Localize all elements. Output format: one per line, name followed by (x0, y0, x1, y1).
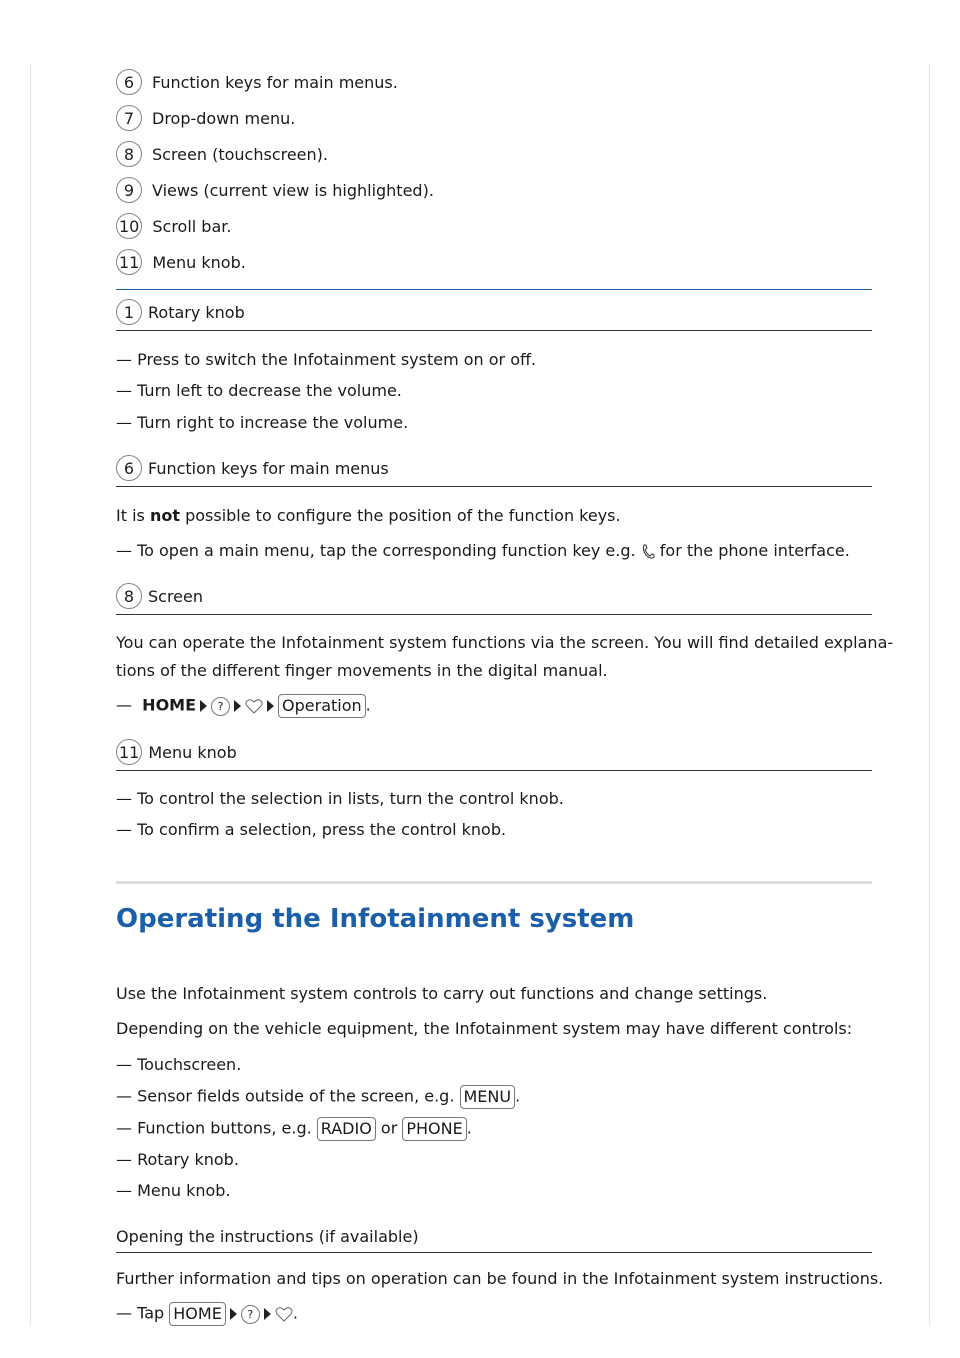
bullet-item: — Turn right to increase the volume. (116, 413, 409, 432)
callout-number: 8 (116, 583, 142, 609)
right-margin-line (929, 64, 930, 1326)
help-icon: ? (211, 697, 230, 716)
home-label: HOME (142, 695, 197, 715)
text: for the phone interface. (654, 541, 850, 560)
callout-number: 7 (116, 105, 142, 131)
text: — To open a main menu, tap the corresponding function key e.g. (116, 541, 641, 560)
text: — (116, 695, 132, 715)
legend-text: Views (current view is highlighted). (152, 180, 434, 200)
arrow-right-icon (264, 1308, 271, 1320)
section-title-menu-knob (116, 739, 872, 771)
callout-number: 9 (116, 177, 142, 203)
section-title-rotary-knob (116, 299, 872, 331)
bullet-item: — Touchscreen. (116, 1055, 242, 1074)
arrow-right-icon (230, 1308, 237, 1320)
paragraph: Depending on the vehicle equipment, the Infotainment system may have different controls: (116, 1019, 853, 1038)
text: . (292, 1303, 298, 1323)
menu-key[interactable]: MENU (460, 1085, 516, 1109)
legend-text: Screen (touchscreen). (152, 144, 328, 164)
legend-item (116, 208, 434, 244)
bullet-item: — To confirm a selection, press the control knob. (116, 820, 507, 839)
arrow-right-icon (234, 700, 241, 712)
section-title-text: Screen (148, 586, 204, 606)
legend-list (116, 64, 434, 280)
section-title-text: Rotary knob (148, 302, 245, 322)
operation-key[interactable]: Operation (278, 694, 366, 718)
favorite-icon (245, 698, 263, 714)
arrow-right-icon (267, 700, 274, 712)
paragraph-line: tions of the different finger movements in the digital manual. (116, 661, 608, 680)
text: . (515, 1086, 521, 1106)
legend-item (116, 136, 434, 172)
page-heading: Operating the Infotainment system (116, 904, 635, 934)
text: possible to configure the position of the function keys. (179, 506, 621, 525)
phone-key[interactable]: PHONE (402, 1117, 466, 1141)
callout-number: 10 (116, 213, 142, 239)
bullet-item (116, 541, 850, 560)
navigation-path (116, 694, 371, 718)
section-title-screen (116, 583, 872, 615)
text: — Function buttons, e.g. (116, 1118, 317, 1138)
legend-text: Function keys for main menus. (152, 72, 398, 92)
callout-number: 6 (116, 455, 142, 481)
legend-text: Menu knob. (152, 252, 246, 272)
bullet-item: — Menu knob. (116, 1181, 231, 1200)
callout-number: 6 (116, 69, 142, 95)
phone-icon (641, 544, 655, 560)
paragraph: Further information and tips on operation can be found in the Infotainment system instructions. (116, 1269, 884, 1288)
section-title-text: Menu knob (148, 742, 237, 762)
text: — Tap (116, 1303, 170, 1323)
section-title-function-keys (116, 455, 872, 487)
legend-item (116, 64, 434, 100)
section-title-text: Function keys for main menus (148, 458, 389, 478)
paragraph: Use the Infotainment system controls to carry out functions and change settings. (116, 984, 768, 1003)
text: — Sensor fields outside of the screen, e.g. (116, 1086, 460, 1106)
callout-number: 1 (116, 299, 142, 325)
legend-item (116, 244, 434, 280)
section-divider-blue (116, 289, 872, 290)
left-margin-line (30, 64, 31, 1326)
text: . (466, 1118, 472, 1138)
text: or (375, 1118, 403, 1138)
home-key[interactable]: HOME (169, 1302, 226, 1326)
text: It is (116, 506, 150, 525)
favorite-icon (275, 1306, 293, 1322)
legend-item (116, 172, 434, 208)
bullet-item: — To control the selection in lists, turn the control knob. (116, 789, 564, 808)
bullet-item: — Press to switch the Infotainment system on or off. (116, 350, 537, 369)
paragraph-line: You can operate the Infotainment system functions via the screen. You will find detailed explana- (116, 633, 894, 652)
text: . (365, 695, 371, 715)
section-title-instructions: Opening the instructions (if available) (116, 1227, 872, 1253)
radio-key[interactable]: RADIO (317, 1117, 376, 1141)
bullet-item: — Turn left to decrease the volume. (116, 381, 402, 400)
section-divider (116, 881, 872, 884)
callout-number: 8 (116, 141, 142, 167)
legend-item (116, 100, 434, 136)
navigation-path (116, 1302, 298, 1326)
help-icon: ? (241, 1305, 260, 1324)
callout-number: 11 (116, 739, 142, 765)
bullet-item (116, 1085, 520, 1109)
emphasis: not (149, 506, 180, 525)
legend-text: Scroll bar. (152, 216, 232, 236)
bullet-item: — Rotary knob. (116, 1150, 239, 1169)
bullet-item (116, 1117, 472, 1141)
legend-text: Drop-down menu. (152, 108, 296, 128)
paragraph (116, 506, 621, 525)
callout-number: 11 (116, 249, 142, 275)
arrow-right-icon (200, 700, 207, 712)
